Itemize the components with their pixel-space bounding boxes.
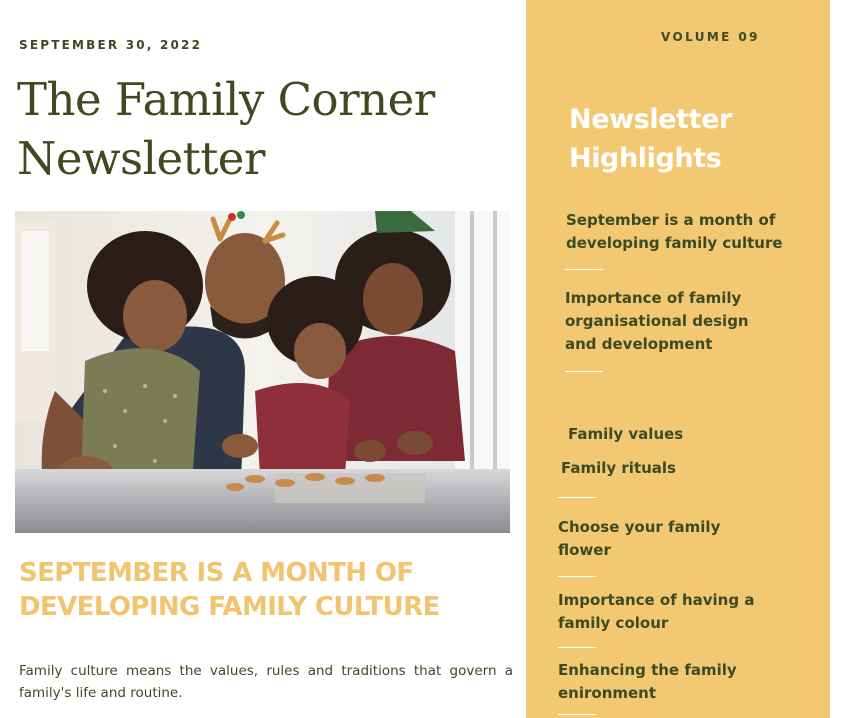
family-photo [15, 211, 510, 533]
highlight-item[interactable]: Enhancing the family enironment [558, 661, 737, 702]
divider [558, 576, 596, 577]
divider [558, 497, 596, 498]
highlight-item[interactable]: Choose your family flower [558, 518, 721, 559]
issue-date: SEPTEMBER 30, 2022 [19, 38, 203, 52]
volume-label: VOLUME 09 [661, 30, 760, 44]
divider [558, 647, 596, 648]
divider [565, 371, 603, 372]
highlight-item[interactable]: Importance of family organisational design and development [565, 289, 749, 353]
newsletter-title: The Family Corner Newsletter [17, 73, 435, 185]
article-body: Family culture means the values, rules and traditions that govern a family's life and routine. [19, 663, 513, 701]
divider [565, 269, 603, 270]
article-headline: SEPTEMBER IS A MONTH OF DEVELOPING FAMILY CULTURE [19, 558, 440, 622]
highlights-sidebar [526, 0, 830, 718]
highlight-item[interactable]: Family rituals [561, 459, 676, 477]
highlight-item[interactable]: Importance of having a family colour [558, 591, 755, 632]
divider [558, 714, 596, 715]
page-margin [830, 0, 848, 718]
highlight-item[interactable]: Family values [568, 425, 684, 443]
highlights-title: Newsletter Highlights [569, 104, 732, 174]
highlight-item[interactable]: September is a month of developing family culture [566, 211, 783, 252]
